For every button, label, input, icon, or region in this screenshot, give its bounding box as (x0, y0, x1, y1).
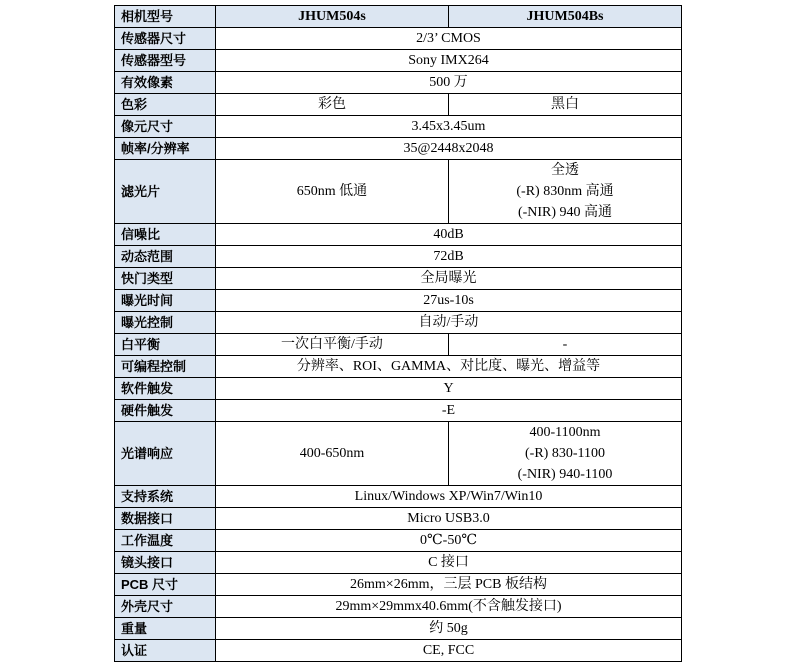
spec-label: 色彩 (115, 94, 216, 116)
spec-label: 像元尺寸 (115, 116, 216, 138)
spec-row (115, 268, 682, 290)
spec-value-model-b: 黑白 (449, 94, 682, 116)
spec-value-model-b (449, 422, 682, 486)
spec-table (114, 5, 682, 662)
spec-value-model-b (449, 160, 682, 224)
spec-value: 26mm×26mm，三层 PCB 板结构 (216, 574, 682, 596)
spec-value: 29mm×29mmx40.6mm(不含触发接口) (216, 596, 682, 618)
spec-label: PCB 尺寸 (115, 574, 216, 596)
spec-row (115, 246, 682, 268)
spec-label: 外壳尺寸 (115, 596, 216, 618)
spec-value: C 接口 (216, 552, 682, 574)
spec-value: 72dB (216, 246, 682, 268)
spec-label: 硬件触发 (115, 400, 216, 422)
spec-label: 传感器尺寸 (115, 28, 216, 50)
spec-value: 500 万 (216, 72, 682, 94)
spec-row (115, 486, 682, 508)
spec-row (115, 138, 682, 160)
spec-label: 数据接口 (115, 508, 216, 530)
spec-label: 传感器型号 (115, 50, 216, 72)
spec-value: Linux/Windows XP/Win7/Win10 (216, 486, 682, 508)
spec-label: 白平衡 (115, 334, 216, 356)
spec-label: 有效像素 (115, 72, 216, 94)
spec-label: 镜头接口 (115, 552, 216, 574)
spec-row (115, 94, 682, 116)
spec-label: 软件触发 (115, 378, 216, 400)
spec-value: 40dB (216, 224, 682, 246)
spec-value-line: (-R) 830-1100 (525, 446, 605, 461)
spec-row (115, 28, 682, 50)
spec-label: 动态范围 (115, 246, 216, 268)
spec-label: 光谱响应 (115, 422, 216, 486)
model-b-name: JHUM504Bs (449, 6, 682, 28)
spec-value-model-a: 彩色 (216, 94, 449, 116)
header-label: 相机型号 (115, 6, 216, 28)
spec-label: 滤光片 (115, 160, 216, 224)
spec-row (115, 116, 682, 138)
spec-row (115, 574, 682, 596)
spec-label: 帧率/分辨率 (115, 138, 216, 160)
spec-value-model-b: - (449, 334, 682, 356)
spec-value: 2/3’ CMOS (216, 28, 682, 50)
spec-value-line: (-NIR) 940 高通 (517, 205, 613, 220)
spec-row (115, 530, 682, 552)
spec-label: 曝光控制 (115, 312, 216, 334)
spec-value: -E (216, 400, 682, 422)
header-row (115, 6, 682, 28)
spec-row (115, 640, 682, 662)
spec-value: 全局曝光 (216, 268, 682, 290)
spec-label: 快门类型 (115, 268, 216, 290)
spec-row (115, 618, 682, 640)
spec-value: Y (216, 378, 682, 400)
spec-label: 信噪比 (115, 224, 216, 246)
spec-row (115, 422, 682, 486)
spec-table-body (115, 6, 682, 662)
spec-value: 自动/手动 (216, 312, 682, 334)
spec-label: 可编程控制 (115, 356, 216, 378)
spec-label: 认证 (115, 640, 216, 662)
spec-row (115, 378, 682, 400)
spec-row (115, 400, 682, 422)
spec-value: 27us-10s (216, 290, 682, 312)
spec-row (115, 50, 682, 72)
spec-label: 曝光时间 (115, 290, 216, 312)
spec-value-model-a: 400-650nm (216, 422, 449, 486)
spec-value: 约 50g (216, 618, 682, 640)
spec-value: 3.45x3.45um (216, 116, 682, 138)
model-a-name: JHUM504s (216, 6, 449, 28)
spec-row (115, 72, 682, 94)
spec-row (115, 596, 682, 618)
spec-value-line: 全透 (551, 163, 579, 178)
spec-value: Sony IMX264 (216, 50, 682, 72)
spec-value-model-a: 650nm 低通 (216, 160, 449, 224)
spec-value-model-a: 一次白平衡/手动 (216, 334, 449, 356)
spec-value-line: 400-1100nm (529, 425, 601, 440)
spec-value: 35@2448x2048 (216, 138, 682, 160)
spec-value-line: (-NIR) 940-1100 (517, 467, 613, 482)
spec-row (115, 160, 682, 224)
spec-row (115, 312, 682, 334)
spec-row (115, 552, 682, 574)
spec-value: CE, FCC (216, 640, 682, 662)
spec-row (115, 290, 682, 312)
spec-value-line: (-R) 830nm 高通 (516, 184, 614, 199)
spec-value: 分辨率、ROI、GAMMA、对比度、曝光、增益等 (216, 356, 682, 378)
spec-row (115, 356, 682, 378)
spec-label: 重量 (115, 618, 216, 640)
spec-row (115, 224, 682, 246)
spec-label: 支持系统 (115, 486, 216, 508)
spec-value: 0℃-50℃ (216, 530, 682, 552)
spec-row (115, 508, 682, 530)
spec-value: Micro USB3.0 (216, 508, 682, 530)
spec-label: 工作温度 (115, 530, 216, 552)
spec-row (115, 334, 682, 356)
